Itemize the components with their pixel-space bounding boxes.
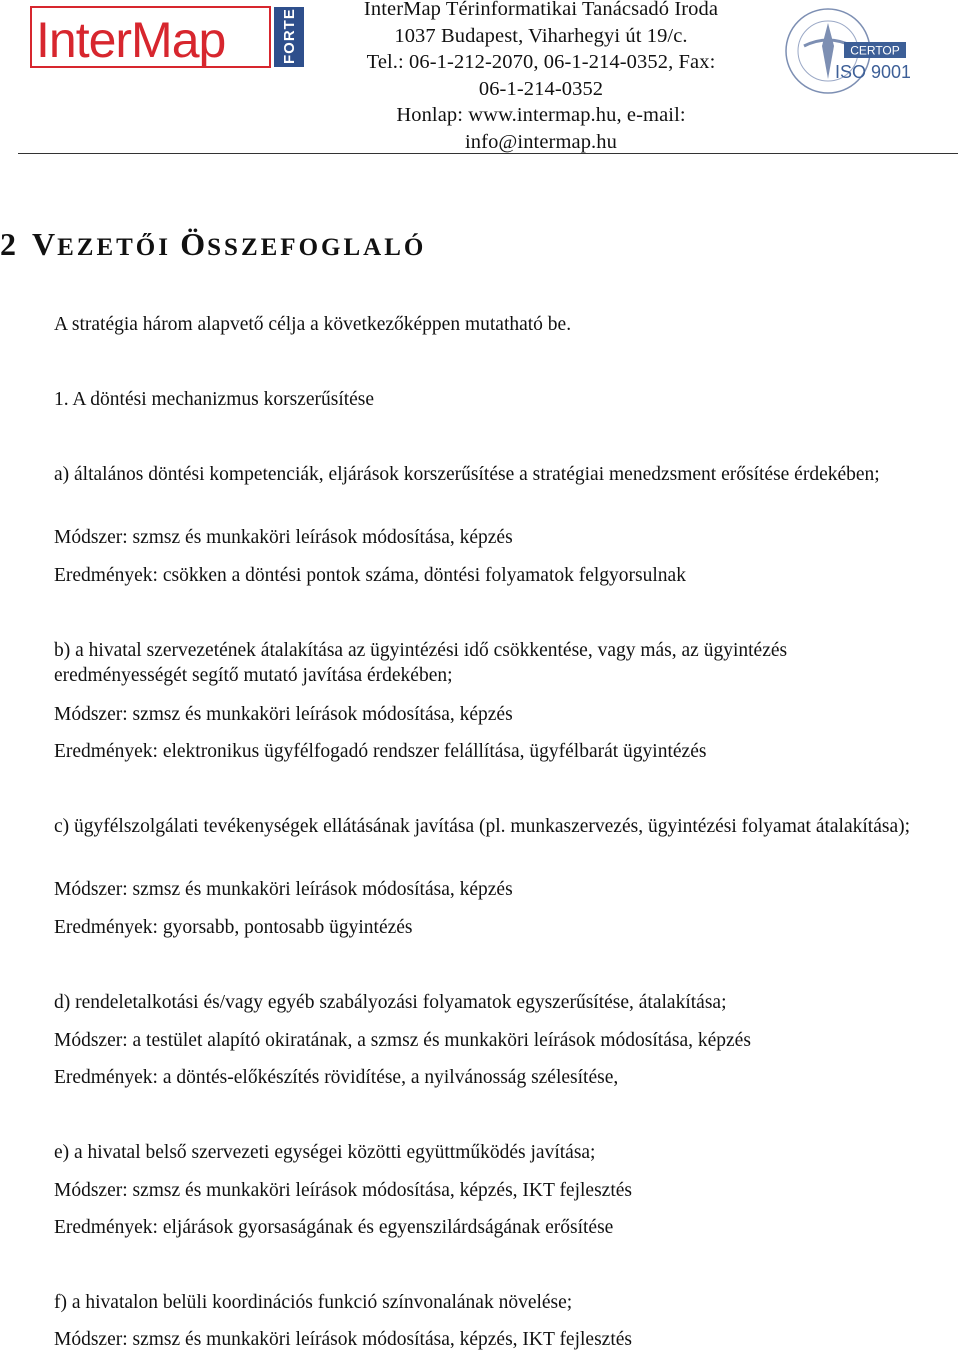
heading-cap-v: V — [32, 226, 58, 262]
svg-text:CERTOP: CERTOP — [850, 43, 900, 58]
fax-number: 06-1-214-0352 — [478, 77, 604, 100]
email: info@intermap.hu — [465, 130, 617, 153]
item-b-result: Eredmények: elektronikus ügyfélfogadó rendszer felállítása, ügyfélbarát ügyintézés — [54, 741, 707, 762]
website: Honlap: www.intermap.hu, e-mail: — [396, 104, 686, 126]
item-a-text: a) általános döntési kompetenciák, eljárások korszerűsítése a stratégiai menedzsment erősítése érdekében; — [54, 464, 880, 485]
heading-rest-ezeto: EZETŐ — [57, 234, 159, 261]
item-d-text: d) rendeletalkotási és/vagy egyéb szabályozási folyamatok egyszerűsítése, átalakítása; — [54, 992, 727, 1013]
item-c-text: c) ügyfélszolgálati tevékenységek ellátásának javítása (pl. munkaszervezés, ügyintézési folyamat átalakítása); — [54, 816, 911, 837]
item-f-text: f) a hivatalon belüli koordinációs funkció színvonalának növelése; — [54, 1292, 573, 1313]
item-e-text: e) a hivatal belső szervezeti egységei közötti együttműködés javítása; — [54, 1142, 596, 1163]
section-number: 2 — [0, 226, 18, 262]
item-a-method: Módszer: szmsz és munkaköri leírások módosítása, képzés — [54, 527, 513, 548]
item-b-method: Módszer: szmsz és munkaköri leírások módosítása, képzés — [54, 704, 513, 725]
item-c-result: Eredmények: gyorsabb, pontosabb ügyintézés — [54, 917, 413, 938]
item-c-method: Módszer: szmsz és munkaköri leírások módosítása, képzés — [54, 879, 513, 900]
letterhead — [0, 0, 960, 160]
item-e-method: Módszer: szmsz és munkaköri leírások módosítása, képzés, IKT fejlesztés — [54, 1180, 632, 1201]
item-b-text: b) a hivatal szervezetének átalakítása az ügyintézési idő csökkentése, vagy más, az ügyintézés eredményességét segítő mutató javítása érdekében; — [54, 640, 788, 686]
intro-paragraph: A stratégia három alapvető célja a következőképpen mutatható be. — [54, 314, 572, 335]
item-d-method: Módszer: a testület alapító okiratának, a szmsz és munkaköri leírások módosítása, képzés — [54, 1030, 751, 1051]
item-f-method: Módszer: szmsz és munkaköri leírások módosítása, képzés, IKT fejlesztés — [54, 1329, 632, 1350]
item-d-result: Eredmények: a döntés-előkészítés rövidítése, a nyilvánosság szélesítése, — [54, 1067, 619, 1088]
goal-title: 1. A döntési mechanizmus korszerűsítése — [54, 389, 375, 410]
svg-text:InterMap: InterMap — [36, 12, 226, 68]
svg-text:ISO 9001: ISO 9001 — [834, 62, 910, 82]
contact-block — [318, 0, 764, 155]
heading-cap-o: Ö — [180, 226, 208, 262]
iso-certification-seal — [782, 6, 910, 96]
heading-rest-osszefoglalo: SSZEFOGLALÓ — [207, 234, 427, 261]
intermap-logo — [30, 6, 304, 68]
phone-fax: Tel.: 06-1-212-2070, 06-1-214-0352, Fax: — [366, 51, 716, 73]
company-name: InterMap Térinformatikai Tanácsadó Iroda — [363, 0, 719, 20]
item-e-result: Eredmények: eljárások gyorsaságának és egyenszilárdságának erősítése — [54, 1217, 614, 1238]
header-divider — [18, 153, 958, 154]
heading-rest-i: I — [158, 234, 181, 261]
section-heading — [0, 226, 426, 263]
item-a-result: Eredmények: csökken a döntési pontok száma, döntési folyamatok felgyorsulnak — [54, 565, 686, 586]
svg-text:FORTE: FORTE — [281, 8, 298, 64]
address: 1037 Budapest, Viharhegyi út 19/c. — [394, 24, 688, 47]
